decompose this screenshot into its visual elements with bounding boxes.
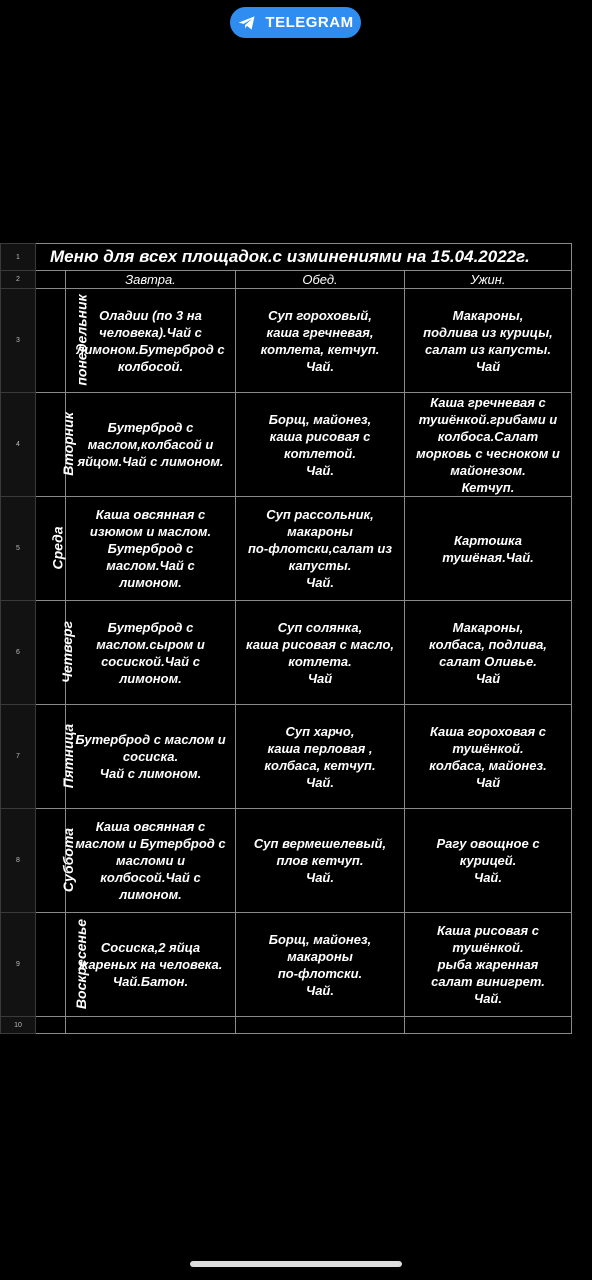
cell-text: Борщ, майонез, макароны по-флотски. Чай.	[268, 931, 372, 998]
telegram-badge[interactable]	[230, 7, 361, 38]
table-row	[1, 705, 592, 809]
day-cell[interactable]	[36, 289, 90, 393]
cell-text: Суп гороховый, каша гречневая, котлета, кетчуп. Чай.	[260, 307, 380, 374]
day-cell[interactable]	[36, 809, 77, 913]
row-number: 4	[1, 393, 36, 497]
cell-text: Суп солянка, каша рисовая с масло, котлета. Чай	[246, 619, 394, 686]
dinner-cell[interactable]	[405, 393, 572, 497]
cell-text: Борщ, майонез, каша рисовая с котлетой. Чай.	[268, 411, 372, 478]
breakfast-cell[interactable]	[66, 497, 236, 601]
empty-cell[interactable]	[405, 1017, 572, 1034]
lunch-cell[interactable]	[236, 913, 405, 1017]
day-cell[interactable]	[36, 601, 76, 705]
lunch-cell[interactable]	[236, 289, 405, 393]
day-cell[interactable]	[36, 497, 66, 601]
day-label: Вторник	[59, 411, 76, 476]
breakfast-cell[interactable]	[66, 705, 236, 809]
cell-text: Каша рисовая с тушёнкой. рыба жаренная салат винигрет. Чай.	[431, 923, 545, 1006]
lunch-cell[interactable]	[236, 601, 405, 705]
empty-cell[interactable]	[36, 271, 66, 289]
lunch-cell[interactable]	[236, 393, 405, 497]
empty-cell[interactable]	[36, 1017, 66, 1034]
dinner-cell[interactable]	[405, 705, 572, 809]
day-label: Среда	[49, 525, 66, 570]
table-row	[1, 809, 592, 913]
day-cell[interactable]	[36, 913, 90, 1017]
dinner-cell[interactable]	[405, 809, 572, 913]
dinner-cell[interactable]	[405, 497, 572, 601]
breakfast-cell[interactable]	[66, 289, 236, 393]
header-lunch[interactable]: Обед.	[236, 271, 405, 289]
cell-text: Рагу овощное с курицей. Чай.	[436, 836, 540, 885]
table-row	[1, 913, 592, 1017]
cell-text: Бутерброд с маслом.сыром и сосиской.Чай с лимоном.	[96, 619, 205, 686]
row-number: 10	[1, 1017, 36, 1034]
cell-text: Макароны, колбаса, подлива, салат Оливье. Чай	[429, 619, 547, 686]
menu-table	[0, 243, 592, 1034]
cell-text: Оладии (по 3 на человека).Чай с лимоном.Бутерброд с колбосой.	[76, 307, 225, 374]
row-number: 3	[1, 289, 36, 393]
table-row	[1, 271, 592, 289]
day-label: понедельник	[73, 293, 90, 386]
day-label: Пятница	[60, 723, 77, 788]
table-row	[1, 1017, 592, 1034]
cell-text: Каша гороховая с тушёнкой. колбаса, майонез. Чай	[429, 723, 547, 790]
day-label: Воскресенье	[73, 918, 90, 1009]
breakfast-cell[interactable]	[66, 601, 236, 705]
sheet-title[interactable]: Меню для всех площадок.с изминениями на 15.04.2022г.	[36, 244, 572, 271]
dinner-cell[interactable]	[405, 601, 572, 705]
dinner-cell[interactable]	[405, 289, 572, 393]
lunch-cell[interactable]	[236, 705, 405, 809]
row-number: 5	[1, 497, 36, 601]
day-label: Четверг	[59, 620, 76, 683]
home-indicator[interactable]	[190, 1261, 402, 1267]
empty-cell[interactable]	[66, 1017, 236, 1034]
cell-text: Суп вермешелевый, плов кетчуп. Чай.	[253, 836, 387, 885]
cell-text: Каша овсянная с маслом и Бутерброд с масломи и колбосой.Чай с лимоном.	[75, 819, 226, 902]
lunch-cell[interactable]	[236, 497, 405, 601]
cell-text: Сосиска,2 яйца жареных на человека. Чай.Батон.	[78, 940, 223, 989]
row-number: 9	[1, 913, 36, 1017]
table-row	[1, 393, 592, 497]
breakfast-cell[interactable]	[66, 809, 236, 913]
header-dinner[interactable]: Ужин.	[405, 271, 572, 289]
cell-text: Каша овсянная с изюмом и маслом. Бутерброд с маслом.Чай с лимоном.	[89, 507, 212, 590]
day-label: Суббота	[60, 827, 77, 892]
cell-text: Макароны, подлива из курицы, салат из капусты. Чай	[423, 307, 553, 374]
breakfast-cell[interactable]	[66, 393, 236, 497]
cell-text: Суп харчо, каша перловая , колбаса, кетчуп. Чай.	[264, 723, 376, 790]
empty-cell[interactable]	[236, 1017, 405, 1034]
row-number: 7	[1, 705, 36, 809]
telegram-plane-icon	[237, 13, 257, 33]
cell-text: Бутерброд с маслом и сосиска. Чай с лимоном.	[75, 732, 226, 781]
dinner-cell[interactable]	[405, 913, 572, 1017]
header-breakfast[interactable]: Завтра.	[66, 271, 236, 289]
cell-text: Каша гречневая с тушёнкой.грибами и колбоса.Салат морковь с чесноком и майонезом. Кетчуп.	[416, 394, 560, 495]
telegram-label: TELEGRAM	[265, 14, 354, 31]
breakfast-cell[interactable]	[66, 913, 236, 1017]
row-number: 2	[1, 271, 36, 289]
table-row	[1, 244, 592, 271]
cell-text: Картошка тушёная.Чай.	[442, 532, 534, 565]
lunch-cell[interactable]	[236, 809, 405, 913]
day-cell[interactable]	[36, 705, 77, 809]
row-number: 6	[1, 601, 36, 705]
row-number: 8	[1, 809, 36, 913]
table-row	[1, 601, 592, 705]
table-row	[1, 289, 592, 393]
day-cell[interactable]	[36, 393, 76, 497]
row-number: 1	[1, 244, 36, 271]
table-row	[1, 497, 592, 601]
spreadsheet	[0, 243, 591, 1034]
cell-text: Бутерброд с маслом,колбасой и яйцом.Чай с лимоном.	[77, 420, 224, 469]
cell-text: Суп рассольник, макароны по-флотски,салат из капусты. Чай.	[247, 507, 392, 590]
